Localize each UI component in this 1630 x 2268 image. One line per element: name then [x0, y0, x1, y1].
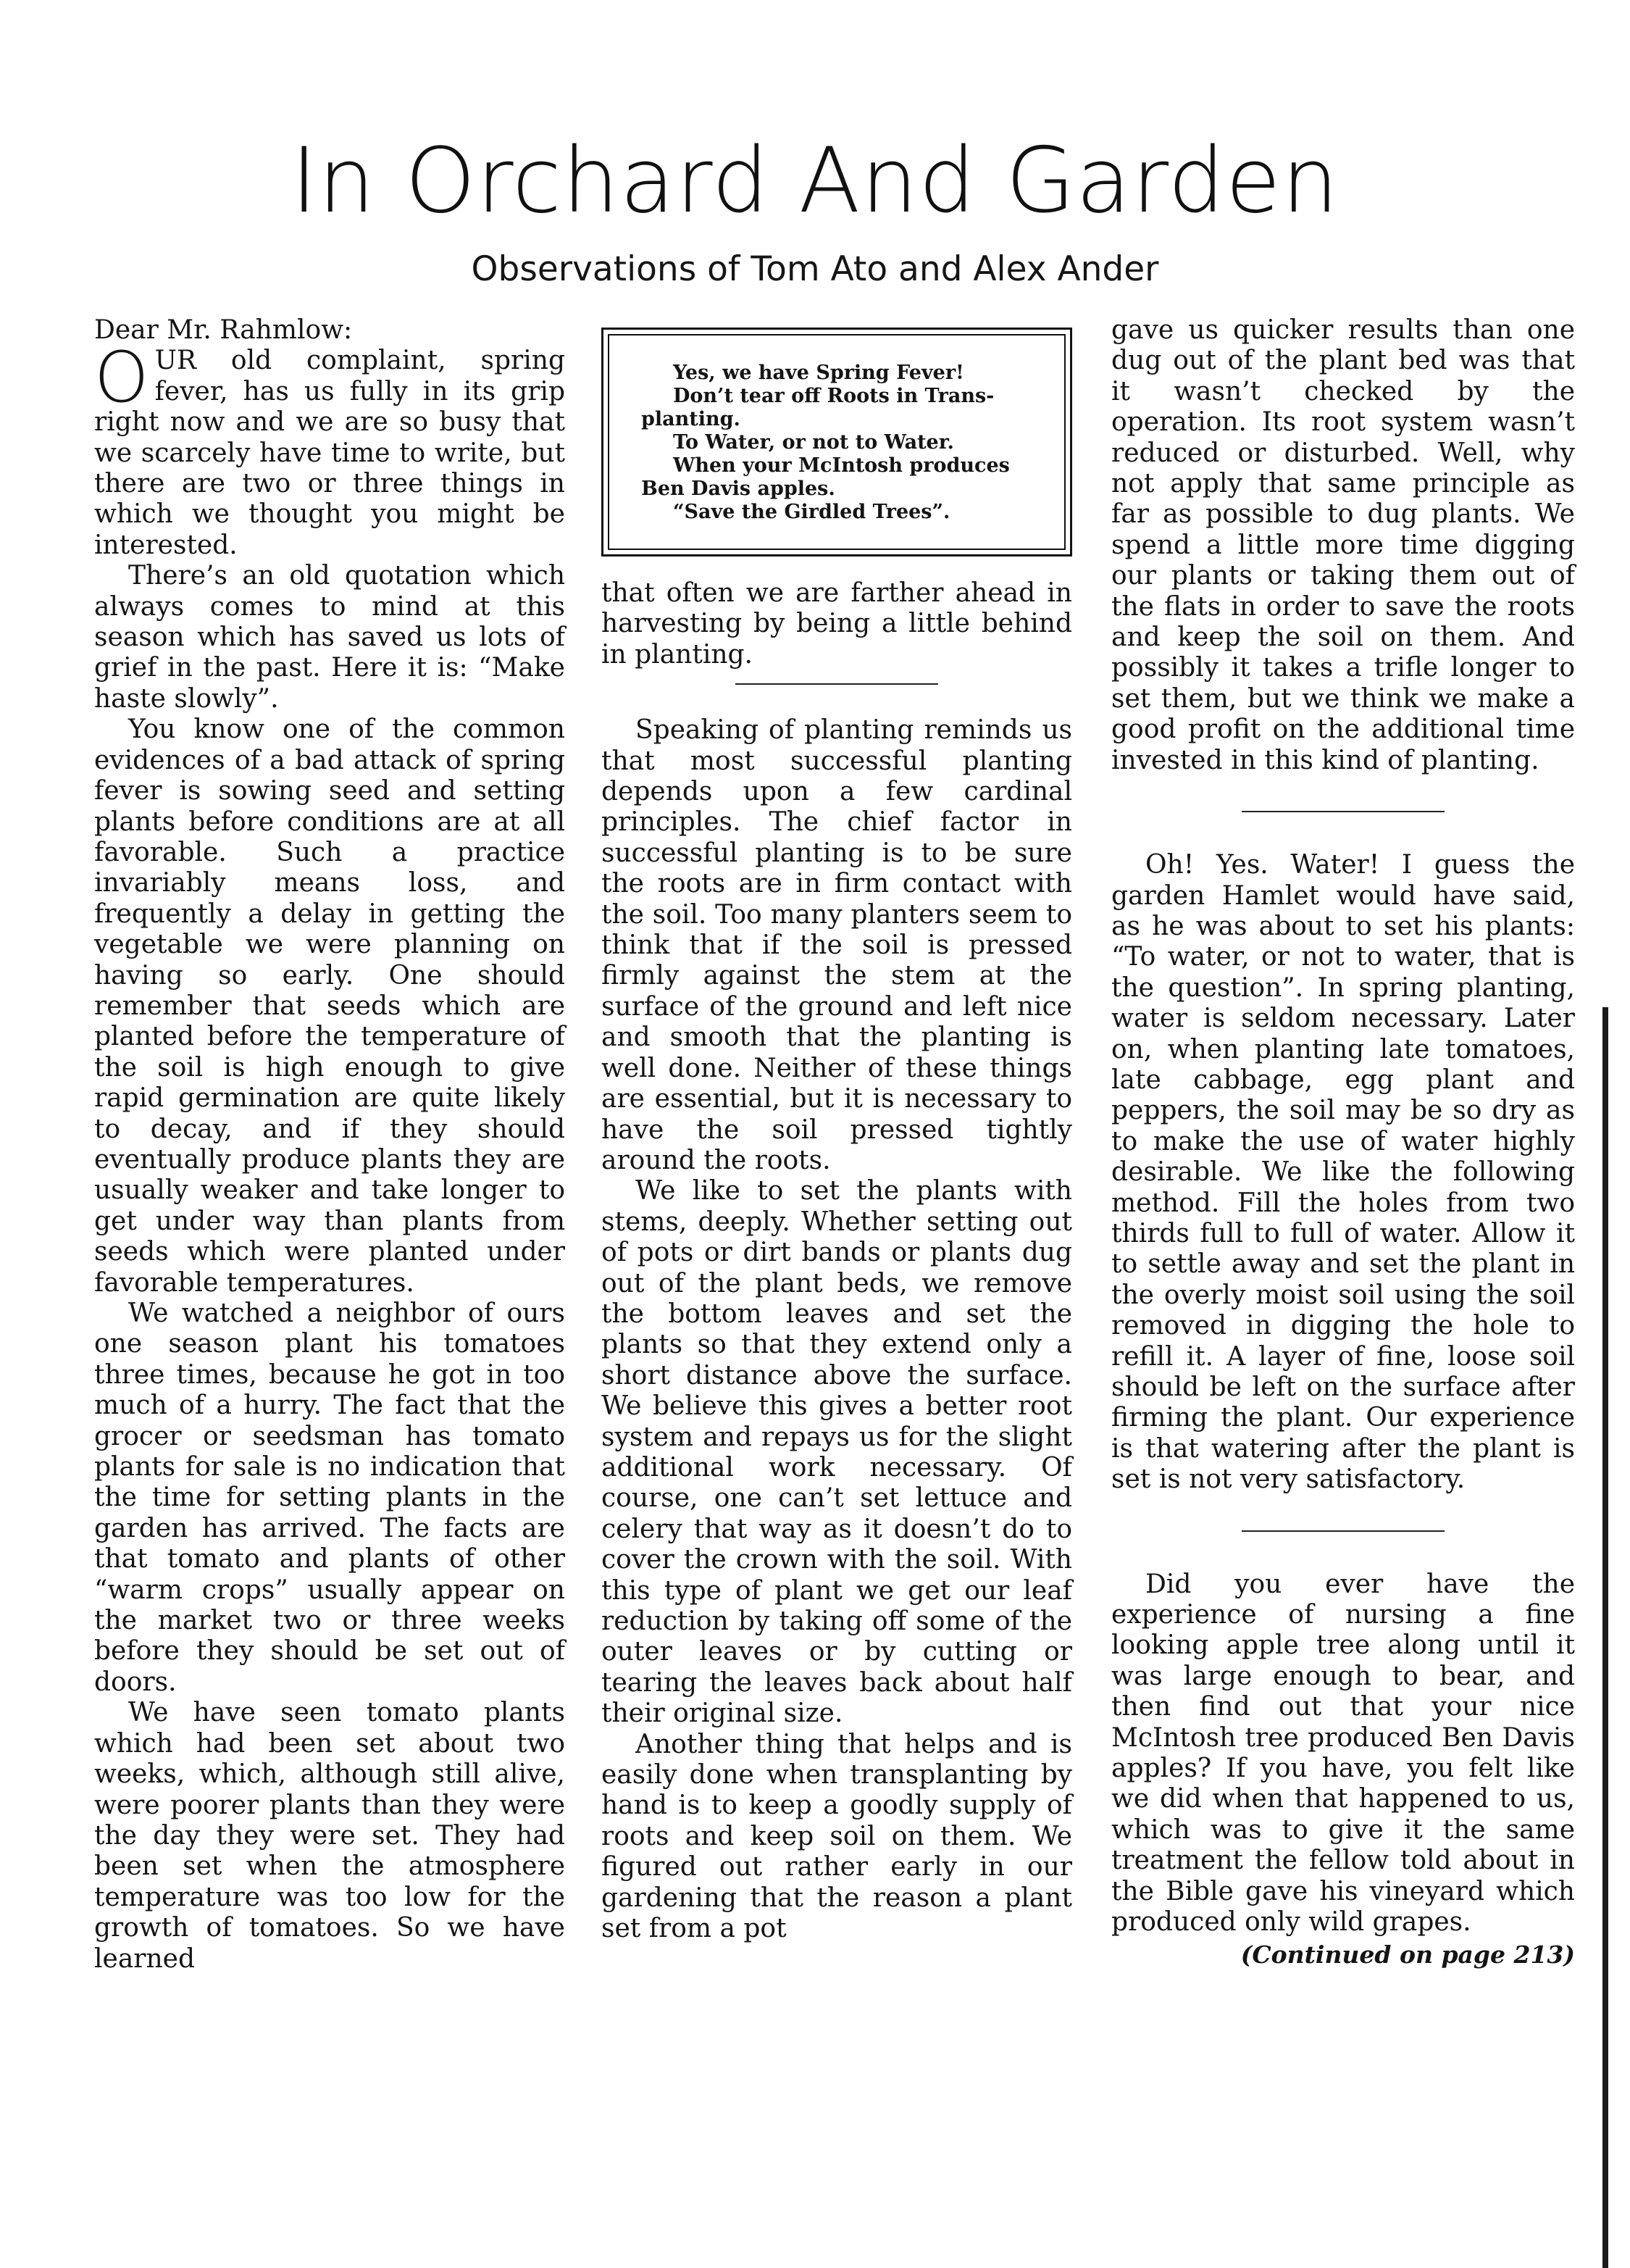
- paragraph-1-text: UR old complaint, spring fever, has us fully in its grip right now and we are so busy that we scarcely have time to write, but there are two or three things in which we thought you might be interested.: [94, 346, 565, 560]
- article-title: In Orchard And Garden: [291, 129, 1339, 233]
- box-line-water: To Water, or not to Water.: [673, 431, 954, 454]
- paragraph-stems: We like to set the plants with stems, deeply. Whether setting out of pots or dirt bands or plants dug out of the plant beds, we remove the bottom leaves and set the plants so that they extend only a short distance above the surface. We believe this gives a better root system and repays us for the slight additional work necessary. Of course, one can’t set lettuce and celery that way as it doesn’t do to cover the crown with the soil. With this type of plant we get our leaf reduction by taking off some of the outer leaves or by cutting or tearing the leaves back about half their original size.: [601, 1176, 1072, 1729]
- paragraph-apple-tree: Did you ever have the experience of nursing a fine looking apple tree along until it was large enough to bear, and then find out that your nice McIntosh tree produced Ben Davis apples? If you have, you felt like we did when that happened to us, which was to give it the same treatment the fellow told about in the Bible gave his vineyard which produced only wild grapes.: [1111, 1569, 1575, 1938]
- box-line-mcintosh-b: Ben Davis apples.: [641, 478, 835, 500]
- paragraph-2: There’s an old quotation which always comes to mind at this season which has saved us lots of grief in the past. Here it is: “Make haste slowly”.: [94, 561, 565, 714]
- section-divider: [735, 683, 938, 685]
- box-line-spring-fever: Yes, we have Spring Fever!: [673, 362, 964, 384]
- contents-box-inner: [608, 334, 1066, 550]
- column-2: [601, 328, 1072, 1944]
- paragraph-continued: gave us quicker results than one dug out of the plant bed was that it wasn’t checked by the operation. Its root system wasn’t reduced or disturbed. Well, why not apply that same principle as far as possible to dug plants. We spend a little more time digging our plants or taking them out of the flats in order to save the roots and keep the soil on them. And possibly it takes a trifle longer to set them, but we think we make a good profit on the additional time invested in this kind of planting.: [1111, 315, 1575, 775]
- column-1: [94, 315, 565, 1975]
- box-line-roots-a: Don’t tear off Roots in Trans-: [673, 385, 995, 407]
- paragraph-roots: Another thing that helps and is easily done when transplanting by hand is to keep a goodly supply of roots and keep soil on them. We figured out rather early in our gardening that the reason a plant set from a pot: [601, 1729, 1072, 1944]
- contents-box: [601, 328, 1072, 556]
- article-subtitle: Observations of Tom Ato and Alex Ander: [471, 249, 1159, 289]
- paragraph-3: You know one of the common evidences of a bad attack of spring fever is sowing seed and setting plants before conditions are at all favorable. Such a practice invariably means loss, and frequently a delay in getting the vegetable we were planning on having so early. One should remember that seeds which are planted before the temperature of the soil is high enough to give rapid germination are quite likely to decay, and if they should eventually produce plants they are usually weaker and take longer to get under way than plants from seeds which were planted under favorable temperatures.: [94, 714, 565, 1298]
- section-divider: [1242, 811, 1445, 812]
- paragraph-1: [94, 337, 565, 561]
- paragraph-4: We watched a neighbor of ours one season plant his tomatoes three times, because he got in too much of a hurry. The fact that the grocer or seedsman has tomato plants for sale is no indication that the time for setting plants in the garden has arrived. The facts are that tomato and plants of other “warm crops” usually appear on the market two or three weeks before they should be set out of doors.: [94, 1298, 565, 1697]
- page-edge-line: [1602, 1007, 1608, 2268]
- paragraph-continued: that often we are farther ahead in harvesting by being a little behind in planting.: [601, 578, 1072, 670]
- drop-cap: O: [94, 337, 149, 419]
- box-line-girdled-trees: “Save the Girdled Trees”.: [673, 501, 950, 523]
- paragraph-planting: Speaking of planting reminds us that most successful planting depends upon a few cardinal principles. The chief factor in successful planting is to be sure the roots are in firm contact with the soil. Too many planters seem to think that if the soil is pressed firmly against the stem at the surface of the ground and left nice and smooth that the planting is well done. Neither of these things are essential, but it is necessary to have the soil pressed tightly around the roots.: [601, 715, 1072, 1175]
- paragraph-5: We have seen tomato plants which had been set about two weeks, which, although still alive, were poorer plants than they were the day they were set. They had been set when the atmosphere temperature was too low for the growth of tomatoes. So we have learned: [94, 1698, 565, 1974]
- continued-note: (Continued on page 213): [1240, 1940, 1575, 1969]
- section-divider: [1242, 1530, 1445, 1532]
- paragraph-water: Oh! Yes. Water! I guess the garden Hamlet would have said, as he was about to set his plants: “To water, or not to water, that is the question”. In spring planting, water is seldom necessary. Later on, when planting late tomatoes, late cabbage, egg plant and peppers, the soil may be so dry as to make the use of water highly desirable. We like the following method. Fill the holes from two thirds full to full of water. Allow it to settle away and set the plant in the overly moist soil using the soil removed in digging the hole to refill it. A layer of fine, loose soil should be left on the surface after firming the plant. Our experience is that watering after the plant is set is not very satisfactory.: [1111, 850, 1575, 1495]
- salutation: Dear Mr. Rahmlow:: [94, 315, 353, 345]
- column-3: [1111, 315, 1575, 1970]
- box-line-mcintosh-a: When your McIntosh produces: [673, 454, 1010, 477]
- box-line-roots-b: planting.: [641, 408, 740, 430]
